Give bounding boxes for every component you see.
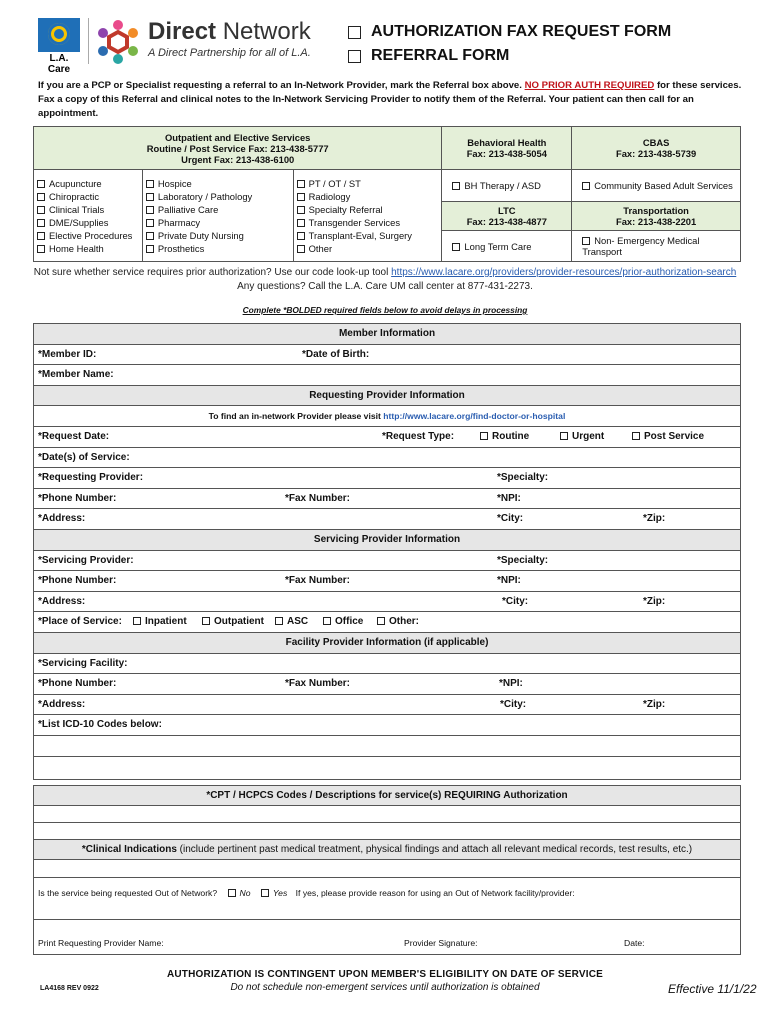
dates-of-service-row <box>34 448 740 469</box>
servicing-city-field[interactable]: *City: <box>502 595 529 607</box>
option-cbas[interactable]: Community Based Adult Services <box>572 170 741 202</box>
place-asc[interactable]: ASC <box>275 612 308 632</box>
auth-fax-request-checkbox[interactable] <box>348 26 361 39</box>
option-palliative-care[interactable]: Palliative Care <box>146 203 290 216</box>
place-outpatient[interactable]: Outpatient <box>202 612 264 632</box>
option-specialty-referral[interactable]: Specialty Referral <box>297 203 439 216</box>
option-pt-ot-st[interactable]: PT / OT / ST <box>297 177 439 190</box>
facility-phone-field[interactable]: *Phone Number: <box>38 678 117 690</box>
option-elective-procedures[interactable]: Elective Procedures <box>37 229 139 242</box>
servicing-provider-row <box>34 551 740 572</box>
cpt-header: *CPT / HCPCS Codes / Descriptions for service(s) REQUIRING Authorization <box>34 786 740 806</box>
intro-text: If you are a PCP or Specialist requesting a referral to an In-Network Provider, mark the Referral box above. NO PRIOR AUTH REQUIRED for these services. Fax a copy of this Referral and clinical notes to the In-Network Servicing Provider to notify them of the Referral. Your patient can then call for an appointment. <box>38 80 742 119</box>
cpt-line-1[interactable] <box>34 806 740 823</box>
request-type-urgent[interactable]: Urgent <box>560 427 604 447</box>
facility-phone-row <box>34 674 740 695</box>
requesting-fax-field[interactable]: *Fax Number: <box>285 492 351 504</box>
option-laboratory[interactable]: Laboratory / Pathology <box>146 190 290 203</box>
member-id-row <box>34 345 740 366</box>
no-prior-auth-note: NO PRIOR AUTH REQUIRED <box>524 80 655 91</box>
servicing-facility-field[interactable]: *Servicing Facility: <box>38 657 128 669</box>
option-home-health[interactable]: Home Health <box>37 242 139 255</box>
requesting-provider-field[interactable]: *Requesting Provider: <box>38 472 144 484</box>
facility-npi-field[interactable]: *NPI: <box>499 678 523 690</box>
outpatient-header: Outpatient and Elective Services Routine / Post Service Fax: 213-438-5777 Urgent Fax: 213-438-6100 <box>34 127 442 170</box>
facility-fax-field[interactable]: *Fax Number: <box>285 678 351 690</box>
icd-codes-line-1[interactable] <box>34 736 740 757</box>
dob-field[interactable]: *Date of Birth: <box>302 348 370 360</box>
request-date-row <box>34 427 740 448</box>
facility-provider-header: Facility Provider Information (if applicable) <box>34 633 740 654</box>
referral-form-checkbox[interactable] <box>348 50 361 63</box>
icd-codes-line-2[interactable] <box>34 757 740 779</box>
date-field[interactable]: Date: <box>624 938 645 948</box>
option-transplant[interactable]: Transplant-Eval, Surgery <box>297 229 439 242</box>
cpt-line-2[interactable] <box>34 823 740 840</box>
lacare-logo-text: L.A. Care <box>47 53 71 75</box>
dates-of-service-field[interactable]: *Date(s) of Service: <box>38 451 130 463</box>
option-clinical-trials[interactable]: Clinical Trials <box>37 203 139 216</box>
footer-notice: AUTHORIZATION IS CONTINGENT UPON MEMBER'S ELIGIBILITY ON DATE OF SERVICE Do not schedule non-emergent services until authorization is obtained <box>166 969 604 993</box>
option-long-term-care[interactable]: Long Term Care <box>442 231 572 262</box>
requesting-address-row <box>34 509 740 530</box>
servicing-provider-header: Servicing Provider Information <box>34 530 740 551</box>
servicing-phone-row <box>34 571 740 592</box>
servicing-zip-field[interactable]: *Zip: <box>643 595 666 607</box>
find-doctor-link[interactable]: http://www.lacare.org/find-doctor-or-hospital <box>383 411 566 422</box>
network-tagline: A Direct Partnership for all of L.A. <box>148 47 311 59</box>
out-of-network-row: Is the service being requested Out of Network? No Yes If yes, please provide reason for using an Out of Network facility/provider: <box>34 878 740 920</box>
requesting-city-field[interactable]: *City: <box>497 513 524 525</box>
option-bh-therapy[interactable]: BH Therapy / ASD <box>442 170 572 202</box>
request-type-post-service[interactable]: Post Service <box>632 427 704 447</box>
place-of-service-label: *Place of Service: <box>38 616 122 628</box>
find-provider-row: To find an in-network Provider please visit http://www.lacare.org/find-doctor-or-hospital <box>34 406 740 427</box>
outpatient-col2 <box>142 170 293 262</box>
fax-numbers-table <box>33 126 741 262</box>
servicing-provider-field[interactable]: *Servicing Provider: <box>38 554 134 566</box>
member-name-row <box>34 365 740 386</box>
transportation-header: Transportation Fax: 213-438-2201 <box>572 202 741 231</box>
place-office[interactable]: Office <box>323 612 363 632</box>
oon-no-option[interactable]: No <box>228 888 251 898</box>
print-name-field[interactable]: Print Requesting Provider Name: <box>38 938 164 948</box>
option-transgender-services[interactable]: Transgender Services <box>297 216 439 229</box>
option-nemt[interactable]: Non- Emergency Medical Transport <box>572 231 741 262</box>
requesting-npi-field[interactable]: *NPI: <box>497 492 521 504</box>
servicing-specialty-field[interactable]: *Specialty: <box>497 554 549 566</box>
requesting-provider-row <box>34 468 740 489</box>
prior-auth-search-link[interactable]: https://www.lacare.org/providers/provider-resources/prior-authorization-search <box>391 267 737 278</box>
facility-address-field[interactable]: *Address: <box>38 698 86 710</box>
form-type-options <box>348 20 671 68</box>
place-inpatient[interactable]: Inpatient <box>133 612 187 632</box>
direct-network-people-icon <box>94 18 142 66</box>
clinical-indications-header: *Clinical Indications (include pertinent past medical treatment, physical findings and attach all relevant medical records, test results, etc.) <box>34 840 740 860</box>
servicing-address-field[interactable]: *Address: <box>38 595 86 607</box>
network-name: Direct Network <box>148 18 311 45</box>
request-date-field[interactable]: *Request Date: <box>38 430 110 442</box>
icd-codes-label: *List ICD-10 Codes below: <box>38 719 162 731</box>
facility-zip-field[interactable]: *Zip: <box>643 698 666 710</box>
option-hospice[interactable]: Hospice <box>146 177 290 190</box>
prior-auth-lookup: Not sure whether service requires prior authorization? Use our code look-up tool https://www.lacare.org/providers/provider-resources/prior-authorization-search Any questions? Call the L.A. Care UM call center at 877-431-2273. <box>33 267 737 292</box>
option-radiology[interactable]: Radiology <box>297 190 439 203</box>
page-header <box>30 14 750 74</box>
servicing-facility-row <box>34 654 740 675</box>
servicing-npi-field[interactable]: *NPI: <box>497 575 521 587</box>
option-prosthetics[interactable]: Prosthetics <box>146 242 290 255</box>
auth-fax-request-option[interactable]: AUTHORIZATION FAX REQUEST FORM <box>348 20 671 44</box>
place-of-service-row <box>34 612 740 633</box>
member-info-header: Member Information <box>34 324 740 345</box>
form-code: LA4168 REV 0922 <box>40 985 99 992</box>
referral-form-option[interactable]: REFERRAL FORM <box>348 44 671 68</box>
behavioral-health-header: Behavioral Health Fax: 213-438-5054 <box>442 127 572 170</box>
request-type-routine[interactable]: Routine <box>480 427 529 447</box>
facility-city-field[interactable]: *City: <box>500 698 527 710</box>
oon-reason-label: If yes, please provide reason for using an Out of Network facility/provider: <box>295 888 575 898</box>
outpatient-col3 <box>293 170 442 262</box>
outpatient-col1 <box>34 170 143 262</box>
ltc-header: LTC Fax: 213-438-4877 <box>442 202 572 231</box>
cbas-header: CBAS Fax: 213-438-5739 <box>572 127 741 170</box>
oon-yes-option[interactable]: Yes <box>261 888 287 898</box>
option-private-duty-nursing[interactable]: Private Duty Nursing <box>146 229 290 242</box>
place-other[interactable]: Other: <box>377 612 419 632</box>
facility-address-row <box>34 695 740 716</box>
signature-row <box>34 920 740 954</box>
request-type-label: *Request Type: <box>382 430 455 442</box>
member-id-field[interactable]: *Member ID: <box>38 348 97 360</box>
servicing-address-row <box>34 592 740 613</box>
option-pharmacy[interactable]: Pharmacy <box>146 216 290 229</box>
requesting-phone-field[interactable]: *Phone Number: <box>38 492 117 504</box>
signature-field[interactable]: Provider Signature: <box>404 938 478 948</box>
authorization-details <box>33 785 741 955</box>
option-chiropractic[interactable]: Chiropractic <box>37 190 139 203</box>
lacare-sun-icon <box>38 18 80 52</box>
clinical-line-1[interactable] <box>34 860 740 878</box>
effective-date: Effective 11/1/22 <box>668 982 757 996</box>
requesting-phone-row <box>34 489 740 510</box>
requesting-specialty-field[interactable]: *Specialty: <box>497 472 549 484</box>
request-form <box>33 323 741 780</box>
requesting-provider-header: Requesting Provider Information <box>34 386 740 407</box>
requesting-address-field[interactable]: *Address: <box>38 513 86 525</box>
option-other[interactable]: Other <box>297 242 439 255</box>
option-dme-supplies[interactable]: DME/Supplies <box>37 216 139 229</box>
icd-codes-row <box>34 715 740 736</box>
lacare-logo <box>38 18 80 75</box>
requesting-zip-field[interactable]: *Zip: <box>643 513 666 525</box>
member-name-field[interactable]: *Member Name: <box>38 369 114 381</box>
logo-divider <box>88 18 89 64</box>
required-fields-note: Complete *BOLDED required fields below to avoid delays in processing <box>242 305 528 315</box>
servicing-fax-field[interactable]: *Fax Number: <box>285 575 351 587</box>
option-acupuncture[interactable]: Acupuncture <box>37 177 139 190</box>
servicing-phone-field[interactable]: *Phone Number: <box>38 575 117 587</box>
